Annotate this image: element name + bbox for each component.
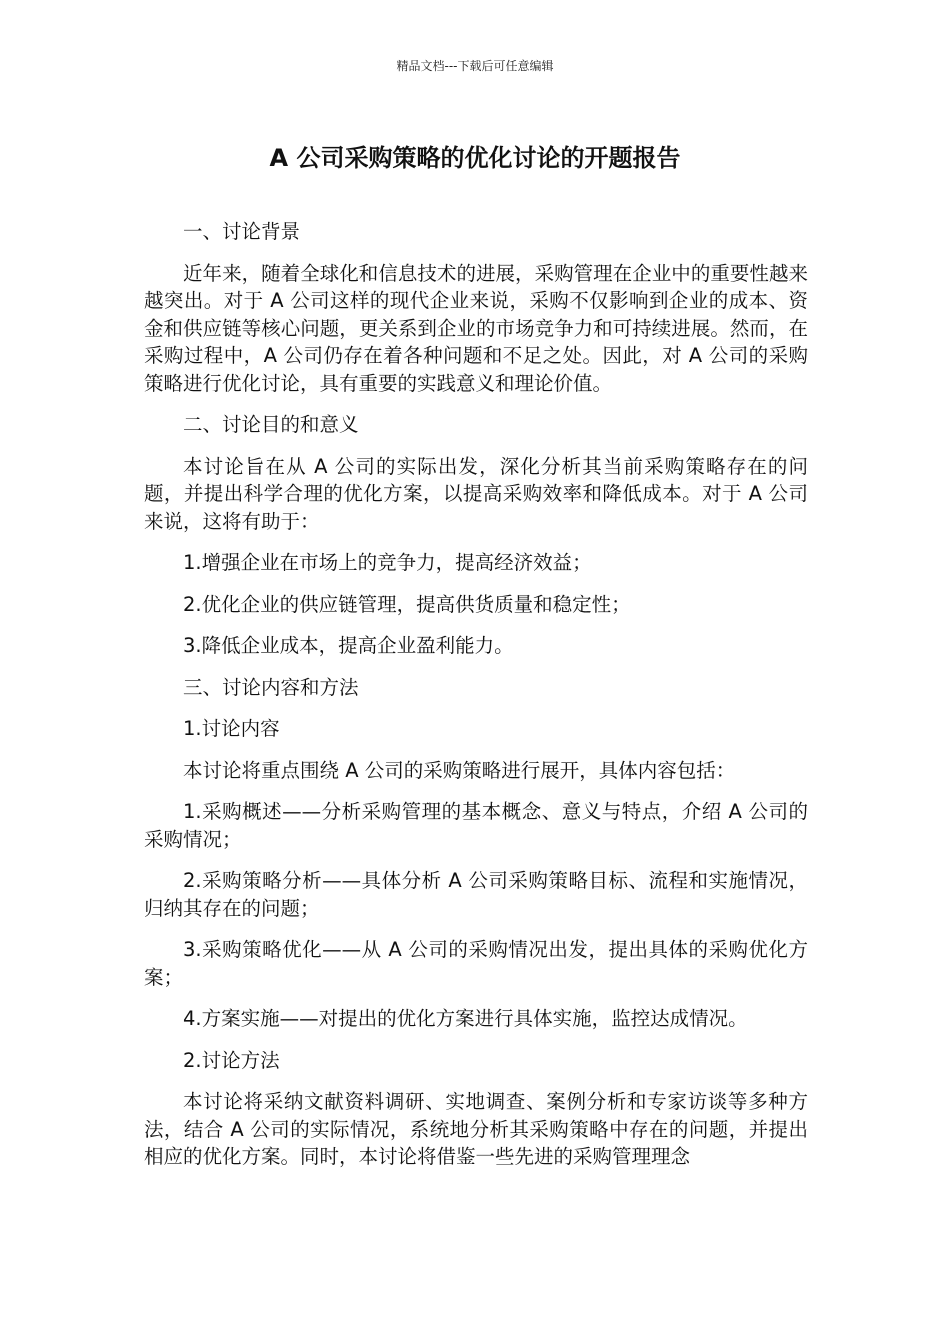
document-body: [144, 218, 808, 1185]
paragraph-content-intro: 本讨论将重点围绕 A 公司的采购策略进行展开，具体内容包括：: [183, 758, 736, 782]
list-item-purpose-2: 2.优化企业的供应链管理，提高供货质量和稳定性；: [183, 592, 631, 616]
paragraph-background: 近年来，随着全球化和信息技术的进展，采购管理在企业中的重要性越来越突出。对于 A 公司这样的现代企业来说，采购不仅影响到企业的成本、资金和供应链等核心问题，更关系到企业的市场竞争力和可持续进展。然而，在采购过程中，A 公司仍存在着各种问题和不足之处。因此，对 A 公司的采购策略进行优化讨论，具有重要的实践意义和理论价值。: [144, 261, 808, 395]
section-heading-purpose: 二、讨论目的和意义: [183, 413, 359, 436]
list-item-content-1: 1.采购概述——分析采购管理的基本概念、意义与特点，介绍 A 公司的采购情况；: [144, 800, 808, 851]
subheading-method: 2.讨论方法: [183, 1048, 280, 1072]
list-item-content-2: 2.采购策略分析——具体分析 A 公司采购策略目标、流程和实施情况，归纳其存在的问题；: [144, 869, 808, 920]
section-heading-background: 一、讨论背景: [183, 220, 301, 243]
page-header: 精品文档---下载后可任意编辑: [396, 59, 554, 73]
list-item-content-4: 4.方案实施——对提出的优化方案进行具体实施，监控达成情况。: [183, 1007, 748, 1030]
list-item-purpose-1: 1.增强企业在市场上的竞争力，提高经济效益；: [183, 551, 592, 574]
list-item-purpose-3: 3.降低企业成本，提高企业盈利能力。: [183, 634, 514, 657]
paragraph-method: 本讨论将采纳文献资料调研、实地调查、案例分析和专家访谈等多种方法，结合 A 公司的实际情况，系统地分析其采购策略中存在的问题，并提出相应的优化方案。同时，本讨论将借鉴一些先进的采购管理理念: [144, 1090, 808, 1168]
list-item-content-3: 3.采购策略优化——从 A 公司的采购情况出发，提出具体的采购优化方案；: [144, 938, 808, 989]
paragraph-purpose: 本讨论旨在从 A 公司的实际出发，深化分析其当前采购策略存在的问题，并提出科学合理的优化方案，以提高采购效率和降低成本。对于 A 公司来说，这将有助于：: [144, 454, 808, 533]
section-heading-content-method: 三、讨论内容和方法: [183, 675, 359, 699]
subheading-content: 1.讨论内容: [183, 717, 280, 740]
document-title: A 公司采购策略的优化讨论的开题报告: [269, 144, 681, 172]
